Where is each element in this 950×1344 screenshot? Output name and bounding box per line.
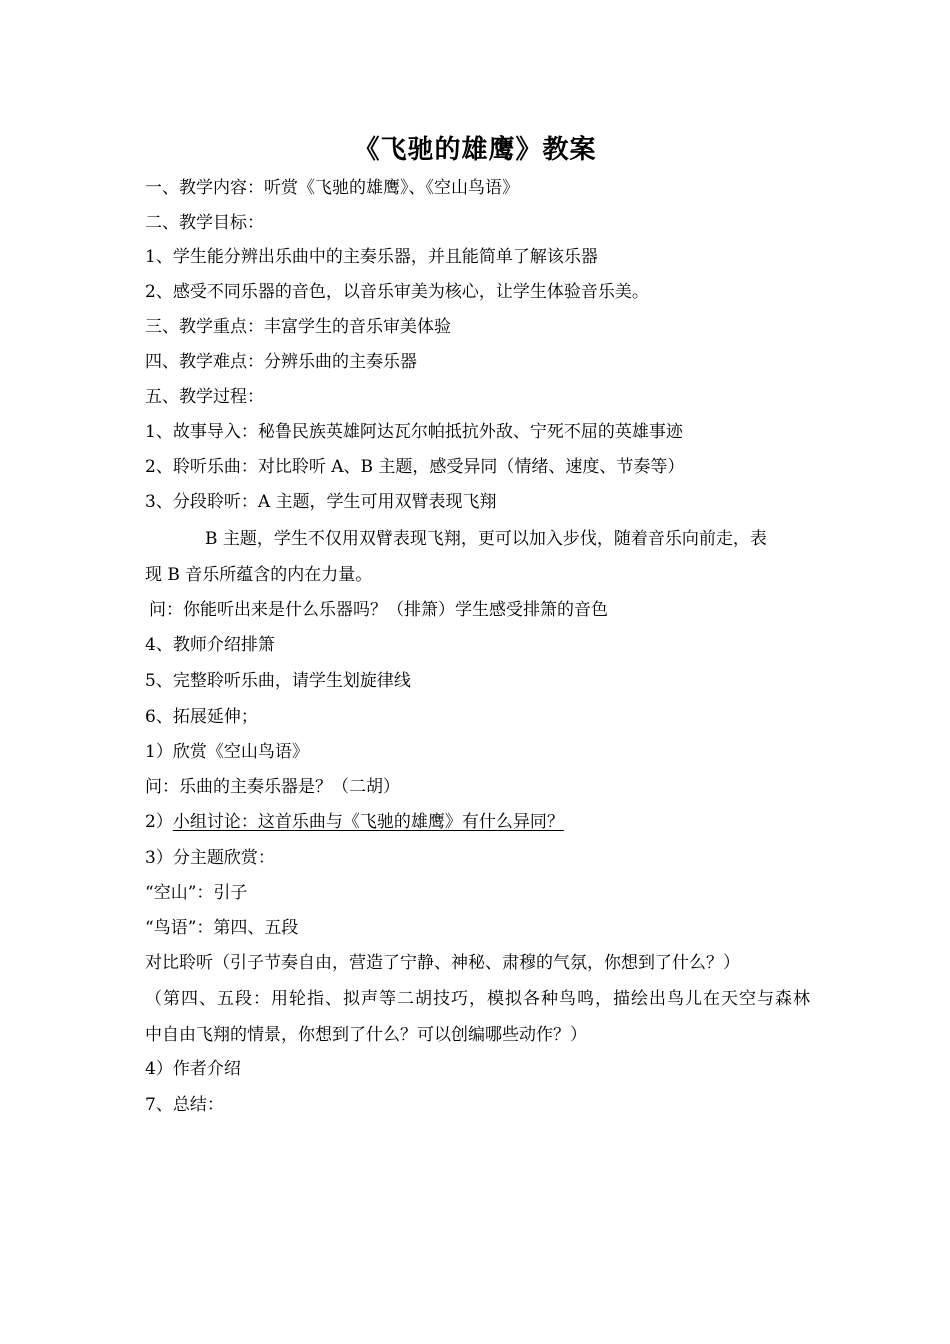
process-step-1-line: 1、故事导入：秘鲁民族英雄阿达瓦尔帕抵抗外敌、宁死不屈的英雄事迹 [145,422,683,442]
teaching-difficulty-line: 四、教学难点：分辨乐曲的主奏乐器 [145,352,417,372]
process-step-6-line: 6、拓展延伸； [145,707,258,727]
process-step-5-line: 5、完整聆听乐曲，请学生划旋律线 [145,671,411,691]
theme-b-continuation-line: 现 B 音乐所蕴含的内在力量。 [145,565,373,585]
section-four-five-continuation-line: 中自由飞翔的情景，你想到了什么？可以创编哪些动作？） [145,1025,587,1045]
group-discussion-text: 小组讨论：这首乐曲与《飞驰的雄鹰》有什么异同？ [172,812,564,832]
process-step-7-line: 7、总结： [145,1095,224,1115]
extension-1-line: 1）欣赏《空山鸟语》 [145,742,309,762]
extension-2-number: 2） [145,812,173,832]
section-four-five-line: （第四、五段：用轮指、拟声等二胡技巧，模拟各种鸟鸣，描绘出鸟儿在天空与森林 [145,989,810,1009]
question-instrument-line: 问：你能听出来是什么乐器吗？（排箫）学生感受排箫的音色 [149,600,608,620]
goal-1-line: 1、学生能分辨出乐曲中的主奏乐器，并且能简单了解该乐器 [145,247,598,267]
contrast-listening-line: 对比聆听（引子节奏自由，营造了宁静、神秘、肃穆的气氛，你想到了什么？） [145,953,740,973]
document-title: 《飞驰的雄鹰》教案 [353,135,597,165]
teaching-goals-heading: 二、教学目标： [145,213,264,233]
teaching-focus-line: 三、教学重点：丰富学生的音乐审美体验 [145,317,451,337]
process-step-3-line: 3、分段聆听：A 主题，学生可用双臂表现飞翔 [145,492,497,512]
teaching-content-line: 一、教学内容：听赏《飞驰的雄鹰》、《空山鸟语》 [145,178,519,198]
extension-2-line [145,809,564,835]
goal-2-line: 2、感受不同乐器的音色，以音乐审美为核心，让学生体验音乐美。 [145,282,649,302]
process-step-4-line: 4、教师介绍排箫 [145,635,275,655]
theme-b-line: B 主题，学生不仅用双臂表现飞翔，更可以加入步伐，随着音乐向前走，表 [205,529,767,549]
process-step-2-line: 2、聆听乐曲：对比聆听 A、B 主题，感受异同（情绪、速度、节奏等） [145,457,685,477]
theme-niaoyu-line: “鸟语”：第四、五段 [145,918,299,938]
teaching-process-heading: 五、教学过程： [145,387,264,407]
extension-4-line: 4）作者介绍 [145,1059,241,1079]
question-main-instrument-line: 问：乐曲的主奏乐器是？（二胡） [145,777,400,797]
extension-3-line: 3）分主题欣赏： [145,848,275,868]
theme-kongshan-line: “空山”：引子 [145,883,248,903]
